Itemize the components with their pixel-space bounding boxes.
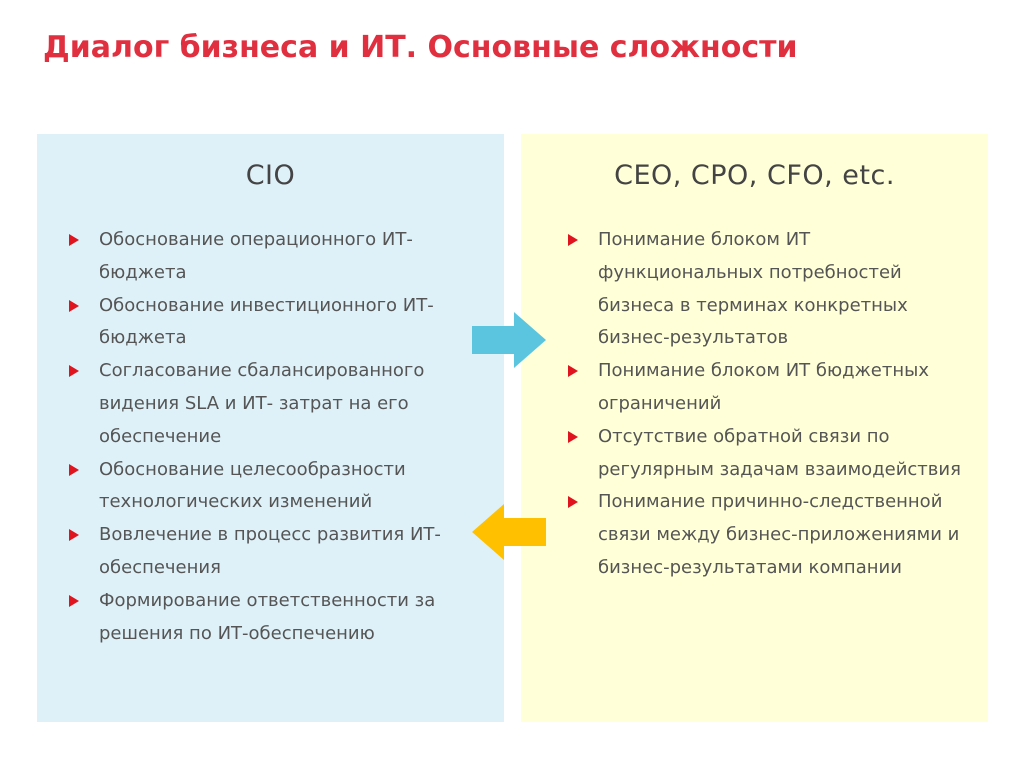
arrow-left-icon (472, 504, 546, 560)
triangle-bullet-icon (69, 595, 79, 607)
triangle-bullet-icon (69, 529, 79, 541)
list-item (99, 224, 494, 290)
list-item-text: Вовлечение в процесс развития ИТ-обеспечения (99, 524, 441, 578)
cio-issues-list (99, 224, 494, 650)
list-item (99, 355, 494, 453)
list-item (99, 454, 494, 520)
list-item-text: Обоснование операционного ИТ-бюджета (99, 229, 413, 283)
list-item-text: Обоснование инвестиционного ИТ-бюджета (99, 294, 434, 349)
list-item (598, 224, 978, 355)
list-item (598, 486, 978, 584)
cio-panel (37, 134, 504, 722)
list-item-text: Формирование ответственности за решения по ИТ-обеспечению (99, 589, 436, 644)
triangle-bullet-icon (568, 431, 578, 443)
triangle-bullet-icon (568, 496, 578, 508)
list-item-text: Понимание блоком ИТ бюджетных ограничений (598, 360, 929, 414)
business-heading: CEO, CPO, CFO, etc. (614, 160, 895, 191)
list-item-text: Понимание блоком ИТ функциональных потребностей бизнеса в терминах конкретных бизнес-результатов (598, 229, 908, 349)
list-item (598, 355, 978, 421)
list-item (99, 290, 494, 356)
slide-title: Диалог бизнеса и ИТ. Основные сложности (43, 30, 798, 65)
triangle-bullet-icon (69, 300, 79, 312)
list-item-text: Отсутствие обратной связи по регулярным задачам взаимодействия (598, 425, 961, 480)
triangle-bullet-icon (568, 365, 578, 377)
list-item-text: Понимание причинно-следственной связи между бизнес-приложениями и бизнес-результатами компании (598, 491, 960, 578)
triangle-bullet-icon (568, 234, 578, 246)
list-item-text: Согласование сбалансированного видения SLA и ИТ- затрат на его обеспечение (99, 360, 425, 447)
list-item (99, 585, 494, 651)
cio-heading: CIO (245, 160, 296, 191)
triangle-bullet-icon (69, 464, 79, 476)
triangle-bullet-icon (69, 234, 79, 246)
triangle-bullet-icon (69, 365, 79, 377)
arrow-right-icon (472, 312, 546, 368)
list-item (598, 421, 978, 487)
list-item-text: Обоснование целесообразности технологических изменений (99, 458, 406, 513)
business-panel (521, 134, 988, 722)
business-issues-list (598, 224, 978, 585)
list-item (99, 519, 494, 585)
